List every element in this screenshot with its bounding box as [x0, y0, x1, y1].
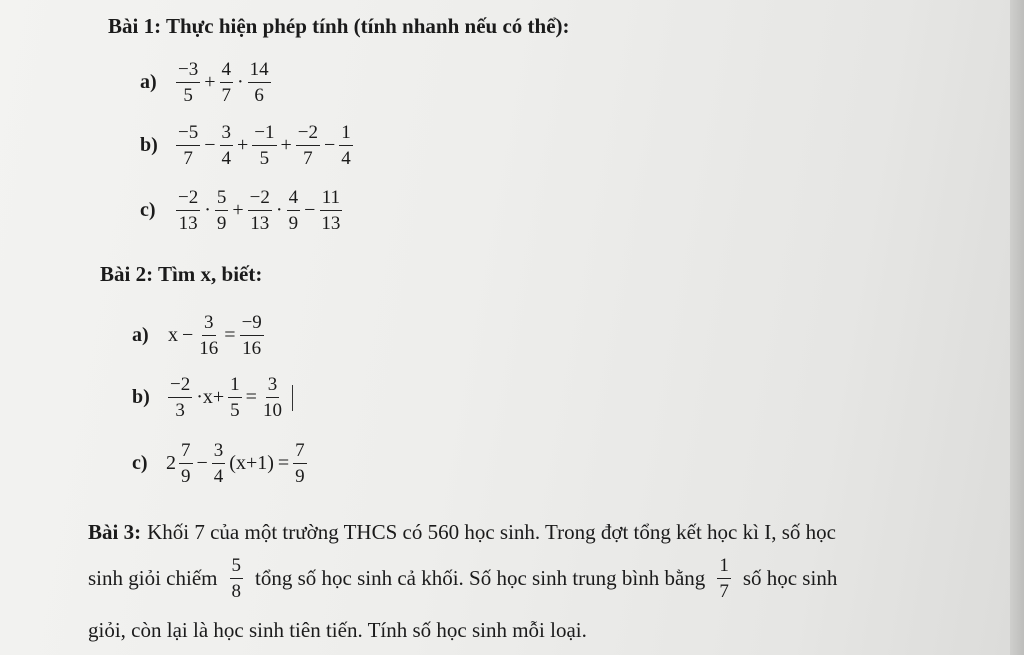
paragraph-text: tổng số học sinh cả khối. Số học sinh trung bình bằng: [255, 566, 706, 590]
equals-sign: =: [277, 452, 290, 474]
fraction: $\frac{-2}{7}$: [297, 122, 318, 169]
fraction: $\frac{-2}{13}$: [178, 187, 199, 234]
item-label: a): [140, 71, 157, 93]
fraction: $\frac{1}{4}$: [341, 122, 351, 169]
paragraph-text: sinh giỏi chiếm: [88, 566, 218, 590]
bai1-item-a: [140, 60, 273, 105]
fraction: $\frac{-1}{5}$: [254, 122, 275, 169]
fraction: $\frac{11}{13}$: [321, 187, 341, 234]
equals-sign: =: [224, 324, 236, 346]
operator: −: [324, 134, 336, 156]
bai3-title: Bài 3:: [88, 520, 142, 544]
item-label: a): [132, 324, 149, 346]
fraction: $\frac{3}{10}$: [262, 374, 282, 421]
page-edge-shadow: [1010, 0, 1024, 655]
fraction: $\frac{5}{9}$: [216, 187, 227, 234]
bai1-item-c: [140, 188, 344, 233]
bai2-item-b: [132, 375, 293, 420]
operator: −: [204, 134, 216, 156]
fraction: $\frac{14}{6}$: [249, 59, 269, 106]
fraction: $\frac{-3}{5}$: [178, 59, 199, 106]
expression-part: (x+1): [229, 452, 274, 474]
operator: +: [237, 134, 249, 156]
equals-sign: =: [245, 386, 257, 408]
fraction: $\frac{1}{5}$: [230, 374, 240, 421]
fraction: $\frac{3}{4}$: [221, 122, 231, 169]
fraction: $\frac{1}{7}$: [719, 555, 729, 602]
bai1-title: Bài 1: Thực hiện phép tính (tính nhanh nếu có thể):: [108, 14, 570, 38]
bai2-title: Bài 2: Tìm x, biết:: [100, 262, 263, 286]
mixed-number-whole: 2: [166, 452, 176, 474]
item-label: b): [132, 386, 150, 408]
fraction: $\frac{3}{4}$: [213, 440, 224, 487]
item-label: c): [140, 199, 156, 221]
operator: ·: [275, 199, 283, 221]
paragraph-text: Khối 7 của một trường THCS có 560 học sinh. Trong đợt tổng kết học kì I, số học: [147, 520, 836, 544]
text-cursor: [292, 385, 293, 411]
fraction: $\frac{-5}{7}$: [178, 122, 199, 169]
operator: ·: [237, 71, 244, 93]
paragraph-text: giỏi, còn lại là học sinh tiên tiến. Tính số học sinh mỗi loại.: [88, 618, 587, 642]
item-label: c): [132, 452, 148, 474]
bai2-item-a: [132, 313, 266, 358]
bai3-line2: [88, 556, 988, 601]
operator: −: [304, 199, 316, 221]
bai3-line1: [88, 520, 988, 545]
fraction: $\frac{5}{8}$: [231, 555, 241, 602]
bai1-item-b: [140, 123, 355, 168]
fraction: $\frac{-2}{3}$: [170, 374, 191, 421]
fraction: $\frac{7}{9}$: [181, 440, 191, 487]
fraction: $\frac{-9}{16}$: [241, 312, 262, 359]
operator: −: [182, 324, 194, 346]
item-label: b): [140, 134, 158, 156]
operator: +: [232, 199, 244, 221]
fraction: $\frac{4}{9}$: [288, 187, 299, 234]
operator: −: [196, 452, 208, 474]
operator: ·: [204, 199, 211, 221]
expression-part: ·x+: [196, 386, 225, 408]
fraction: $\frac{7}{9}$: [295, 440, 305, 487]
bai2-item-c: [132, 441, 309, 486]
fraction: $\frac{3}{16}$: [199, 312, 219, 359]
operator: +: [204, 71, 216, 93]
fraction: $\frac{-2}{13}$: [249, 187, 270, 234]
bai3-line3: [88, 618, 988, 643]
fraction: $\frac{4}{7}$: [221, 59, 231, 106]
operator: +: [280, 134, 292, 156]
paragraph-text: số học sinh: [742, 566, 838, 590]
variable-x: x: [168, 324, 178, 346]
